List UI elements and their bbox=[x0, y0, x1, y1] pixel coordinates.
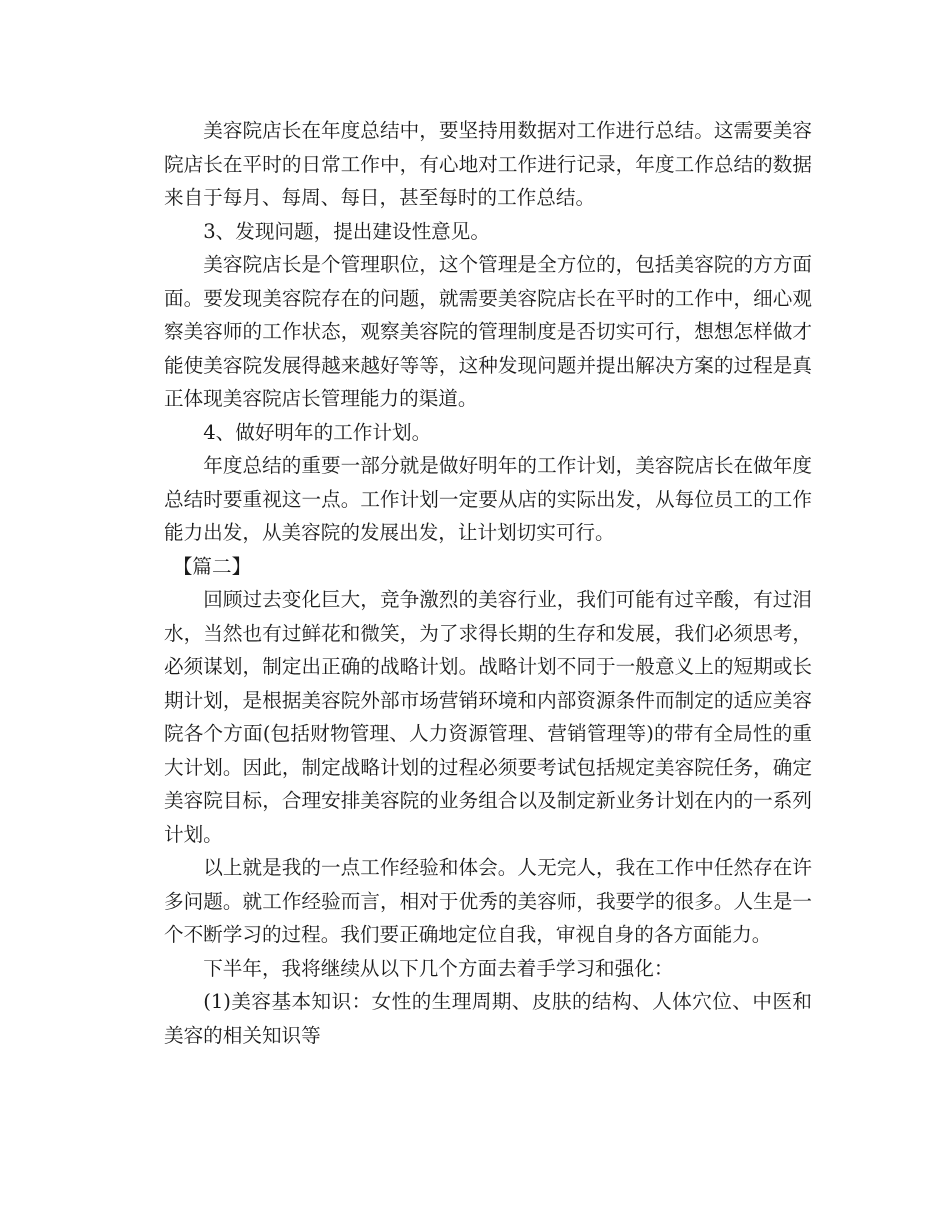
paragraph-data-summary: 美容院店长在年度总结中，要坚持用数据对工作进行总结。这需要美容院店长在平时的日常工作中，有心地对工作进行记录，年度工作总结的数据来自于每月、每周、每日，甚至每时的工作总结。 bbox=[164, 119, 812, 209]
section-heading-part-two: 【篇二】 bbox=[172, 554, 252, 578]
paragraph-work-plan: 年度总结的重要一部分就是做好明年的工作计划，美容院店长在做年度总结时要重视这一点。工作计划一定要从店的实际出发，从每位员工的工作能力出发，从美容院的发展出发，让计划切实可行。 bbox=[164, 454, 812, 544]
heading-find-problems: 3、发现问题，提出建设性意见。 bbox=[203, 219, 490, 243]
paragraph-second-half: 下半年，我将继续从以下几个方面去着手学习和强化： bbox=[203, 956, 674, 980]
document-body bbox=[164, 114, 812, 1052]
paragraph-manager-role: 美容院店长是个管理职位，这个管理是全方位的，包括美容院的方方面面。要发现美容院存在的问题，就需要美容院店长在平时的工作中，细心观察美容师的工作状态，观察美容院的管理制度是否切实可行，想想怎样做才能使美容院发展得越来越好等等，这种发现问题并提出解决方案的过程是真正体现美容院店长管理能力的渠道。 bbox=[164, 253, 812, 410]
heading-next-year-plan: 4、做好明年的工作计划。 bbox=[203, 420, 432, 444]
paragraph-strategy: 回顾过去变化巨大，竞争激烈的美容行业，我们可能有过辛酸，有过泪水，当然也有过鲜花和微笑，为了求得长期的生存和发展，我们必须思考，必须谋划，制定出正确的战略计划。战略计划不同于一般意义上的短期或长期计划，是根据美容院外部市场营销环境和内部资源条件而制定的适应美容院各个方面(包括财物管理、人力资源管理、营销管理等)的带有全局性的重大计划。因此，制定战略计划的过程必须要考试包括规定美容院任务，确定美容院目标，合理安排美容院的业务组合以及制定新业务计划在内的一系列计划。 bbox=[164, 588, 812, 846]
paragraph-experience: 以上就是我的一点工作经验和体会。人无完人，我在工作中任然存在许多问题。就工作经验而言，相对于优秀的美容师，我要学的很多。人生是一个不断学习的过程。我们要正确地定位自我，审视自身的各方面能力。 bbox=[164, 856, 812, 946]
list-item-basic-knowledge: (1)美容基本知识：女性的生理周期、皮肤的结构、人体穴位、中医和美容的相关知识等 bbox=[164, 990, 812, 1047]
